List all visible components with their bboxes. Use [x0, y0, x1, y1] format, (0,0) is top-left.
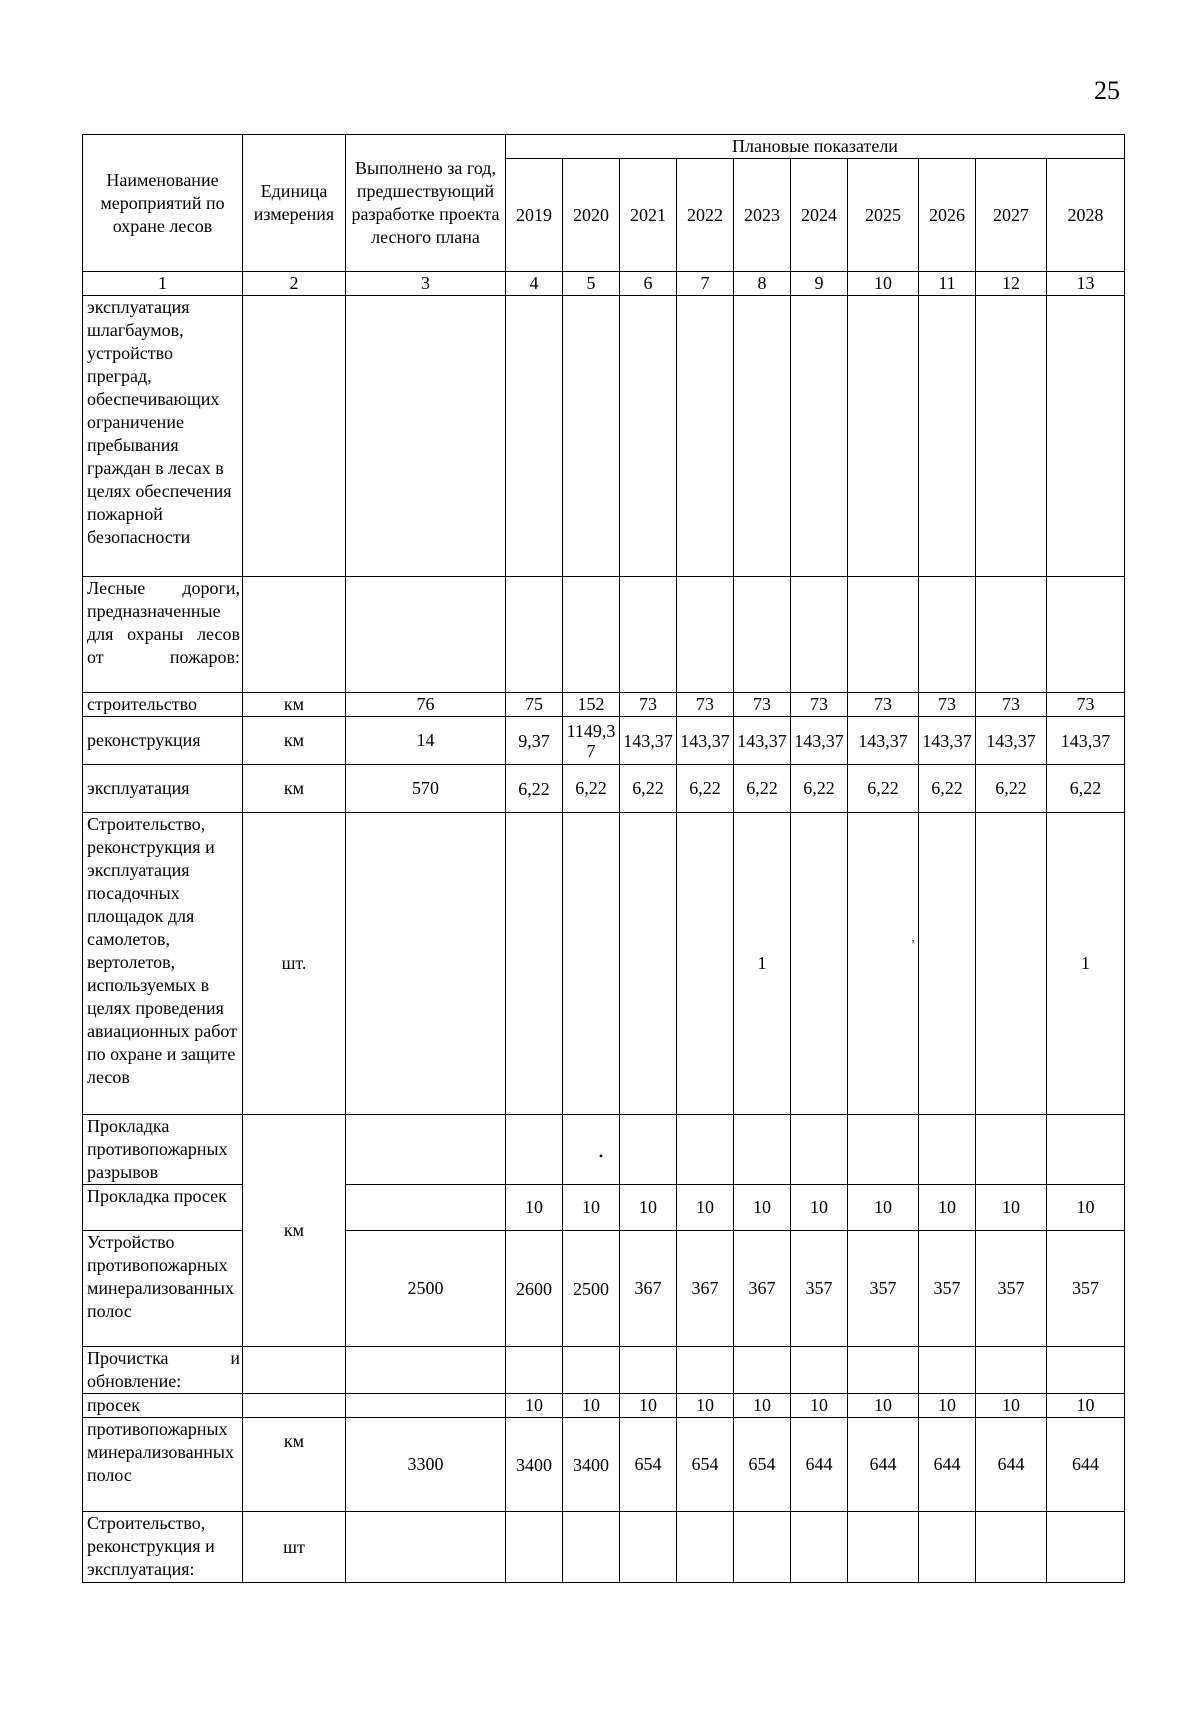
value-2022: 10: [677, 1394, 734, 1418]
row-done: 570: [346, 765, 506, 813]
value-2027: 10: [976, 1185, 1047, 1231]
value-2021: 367: [620, 1231, 677, 1347]
value-2023: 73: [734, 693, 791, 717]
value-2025: 10: [848, 1185, 919, 1231]
row-unit: км: [243, 1418, 346, 1512]
col-number: 8: [734, 272, 791, 296]
year-2021: 2021: [620, 159, 677, 272]
value-2021: 10: [620, 1185, 677, 1231]
row-unit: км: [243, 765, 346, 813]
value-2020: 10: [563, 1185, 620, 1231]
value-2026: 357: [919, 1231, 976, 1347]
row-done: 14: [346, 717, 506, 765]
value-2020: 10: [563, 1394, 620, 1418]
row-name: Лесные дороги, предназначенные для охраны лесов от пожаров:: [83, 577, 243, 693]
value-2026: 6,22: [919, 765, 976, 813]
value-2024: 143,37: [791, 717, 848, 765]
row-name: строительство: [83, 693, 243, 717]
scan-mark: •: [598, 1149, 604, 1163]
value-2023: 10: [734, 1394, 791, 1418]
value-2022: 10: [677, 1185, 734, 1231]
header-name: Наименование мероприятий по охране лесов: [83, 135, 243, 272]
row-name: Устройство противопожарных минерализованных полос: [83, 1231, 243, 1347]
value-2025: 6,22: [848, 765, 919, 813]
value-2019: 9,37: [506, 717, 563, 765]
value-2026: 644: [919, 1418, 976, 1512]
row-unit: шт.: [243, 813, 346, 1115]
table-row-construction: [83, 693, 1125, 717]
value-2025: 644: [848, 1418, 919, 1512]
row-unit: шт: [243, 1512, 346, 1583]
col-number: 3: [346, 272, 506, 296]
value-2026: 143,37: [919, 717, 976, 765]
year-2020: 2020: [563, 159, 620, 272]
value-2021: 654: [620, 1418, 677, 1512]
row-name: Прочистка и обновление:: [83, 1347, 243, 1394]
value-2023: 6,22: [734, 765, 791, 813]
value-2025: 10: [848, 1394, 919, 1418]
table-row-firebreaks: [83, 1115, 1125, 1185]
value-2028: 10: [1047, 1394, 1125, 1418]
value-2021: 73: [620, 693, 677, 717]
value-2020: 152: [563, 693, 620, 717]
table-row-roads: [83, 577, 1125, 693]
value-2019: 3400: [506, 1418, 563, 1512]
row-name: Прокладка просек: [83, 1185, 243, 1231]
year-2028: 2028: [1047, 159, 1125, 272]
col-number: 1: [83, 272, 243, 296]
value-2028: 6,22: [1047, 765, 1125, 813]
value-2023: 1: [734, 813, 791, 1115]
year-2026: 2026: [919, 159, 976, 272]
row-done: 3300: [346, 1418, 506, 1512]
table-row-clean-strips: [83, 1418, 1125, 1512]
table-row-barriers: [83, 296, 1125, 577]
table-row-last: [83, 1512, 1125, 1583]
value-2026: 10: [919, 1185, 976, 1231]
row-unit: км: [243, 1115, 346, 1347]
table-row-clearings: [83, 1185, 1125, 1231]
col-number: 9: [791, 272, 848, 296]
header-done: Выполнено за год, предшествующий разработке проекта лесного плана: [346, 135, 506, 272]
value-2027: 357: [976, 1231, 1047, 1347]
col-number: 6: [620, 272, 677, 296]
row-name: Прокладка противопожарных разрывов: [83, 1115, 243, 1185]
value-2020: 2500: [563, 1231, 620, 1347]
page-number: 25: [1094, 76, 1120, 105]
header-planned: Плановые показатели: [506, 135, 1125, 159]
table-row-cleaning: [83, 1347, 1125, 1394]
value-2027: 644: [976, 1418, 1047, 1512]
value-2019: 2600: [506, 1231, 563, 1347]
header-row-1: [83, 135, 1125, 159]
row-unit: км: [243, 717, 346, 765]
year-2022: 2022: [677, 159, 734, 272]
col-number: 4: [506, 272, 563, 296]
col-number: 2: [243, 272, 346, 296]
value-2028: 644: [1047, 1418, 1125, 1512]
value-2019: 10: [506, 1394, 563, 1418]
column-number-row: [83, 272, 1125, 296]
row-name: реконструкция: [83, 717, 243, 765]
value-2028: 357: [1047, 1231, 1125, 1347]
value-2024: 73: [791, 693, 848, 717]
scan-mark: ʼ: [911, 937, 915, 951]
value-2023: 10: [734, 1185, 791, 1231]
value-2023: 143,37: [734, 717, 791, 765]
col-number: 11: [919, 272, 976, 296]
value-2023: 654: [734, 1418, 791, 1512]
col-number: 12: [976, 272, 1047, 296]
row-name: эксплуатация: [83, 765, 243, 813]
year-2024: 2024: [791, 159, 848, 272]
value-2020: 6,22: [563, 765, 620, 813]
forest-protection-table: [82, 134, 1125, 1583]
year-2019: 2019: [506, 159, 563, 272]
value-2022: 654: [677, 1418, 734, 1512]
table-row-minstrips: [83, 1231, 1125, 1347]
row-name: Строительство, реконструкция и эксплуатация посадочных площадок для самолетов, вертолетов, используемых в целях проведения авиационных работ по охране и защите лесов: [83, 813, 243, 1115]
table-row-operation: [83, 765, 1125, 813]
value-2019: 75: [506, 693, 563, 717]
value-2023: 367: [734, 1231, 791, 1347]
value-2026: 73: [919, 693, 976, 717]
value-2024: 10: [791, 1394, 848, 1418]
value-2024: 644: [791, 1418, 848, 1512]
header-unit: Единица измерения: [243, 135, 346, 272]
row-name: Строительство, реконструкция и эксплуатация:: [83, 1512, 243, 1583]
row-name: эксплуатация шлагбаумов, устройство преград, обеспечивающих ограничение пребывания граждан в лесах в целях обеспечения пожарной безопасности: [83, 296, 243, 577]
value-2027: 73: [976, 693, 1047, 717]
row-name: противопожарных минерализованных полос: [83, 1418, 243, 1512]
col-number: 13: [1047, 272, 1125, 296]
value-2020: 1149,37: [563, 717, 620, 765]
col-number: 5: [563, 272, 620, 296]
value-2027: 6,22: [976, 765, 1047, 813]
value-2022: 73: [677, 693, 734, 717]
col-number: 10: [848, 272, 919, 296]
value-2028: 1: [1047, 813, 1125, 1115]
value-2028: 73: [1047, 693, 1125, 717]
value-2026: 10: [919, 1394, 976, 1418]
value-2025: 73: [848, 693, 919, 717]
value-2027: 10: [976, 1394, 1047, 1418]
value-2022: 6,22: [677, 765, 734, 813]
table-row-clean-clearings: [83, 1394, 1125, 1418]
row-done: 2500: [346, 1231, 506, 1347]
row-unit: км: [243, 693, 346, 717]
value-2021: 10: [620, 1394, 677, 1418]
value-2028: 143,37: [1047, 717, 1125, 765]
table-row-reconstruction: [83, 717, 1125, 765]
table-row-landing: [83, 813, 1125, 1115]
value-2024: 10: [791, 1185, 848, 1231]
value-2021: 6,22: [620, 765, 677, 813]
year-2025: 2025: [848, 159, 919, 272]
value-2022: 367: [677, 1231, 734, 1347]
col-number: 7: [677, 272, 734, 296]
row-name: просек: [83, 1394, 243, 1418]
value-2020: 3400: [563, 1418, 620, 1512]
value-2024: 6,22: [791, 765, 848, 813]
value-2028: 10: [1047, 1185, 1125, 1231]
value-2021: 143,37: [620, 717, 677, 765]
value-2019: 10: [506, 1185, 563, 1231]
value-2027: 143,37: [976, 717, 1047, 765]
year-2023: 2023: [734, 159, 791, 272]
value-2022: 143,37: [677, 717, 734, 765]
value-2025: 143,37: [848, 717, 919, 765]
value-2019: 6,22: [506, 765, 563, 813]
year-2027: 2027: [976, 159, 1047, 272]
value-2024: 357: [791, 1231, 848, 1347]
value-2025: 357: [848, 1231, 919, 1347]
row-done: 76: [346, 693, 506, 717]
